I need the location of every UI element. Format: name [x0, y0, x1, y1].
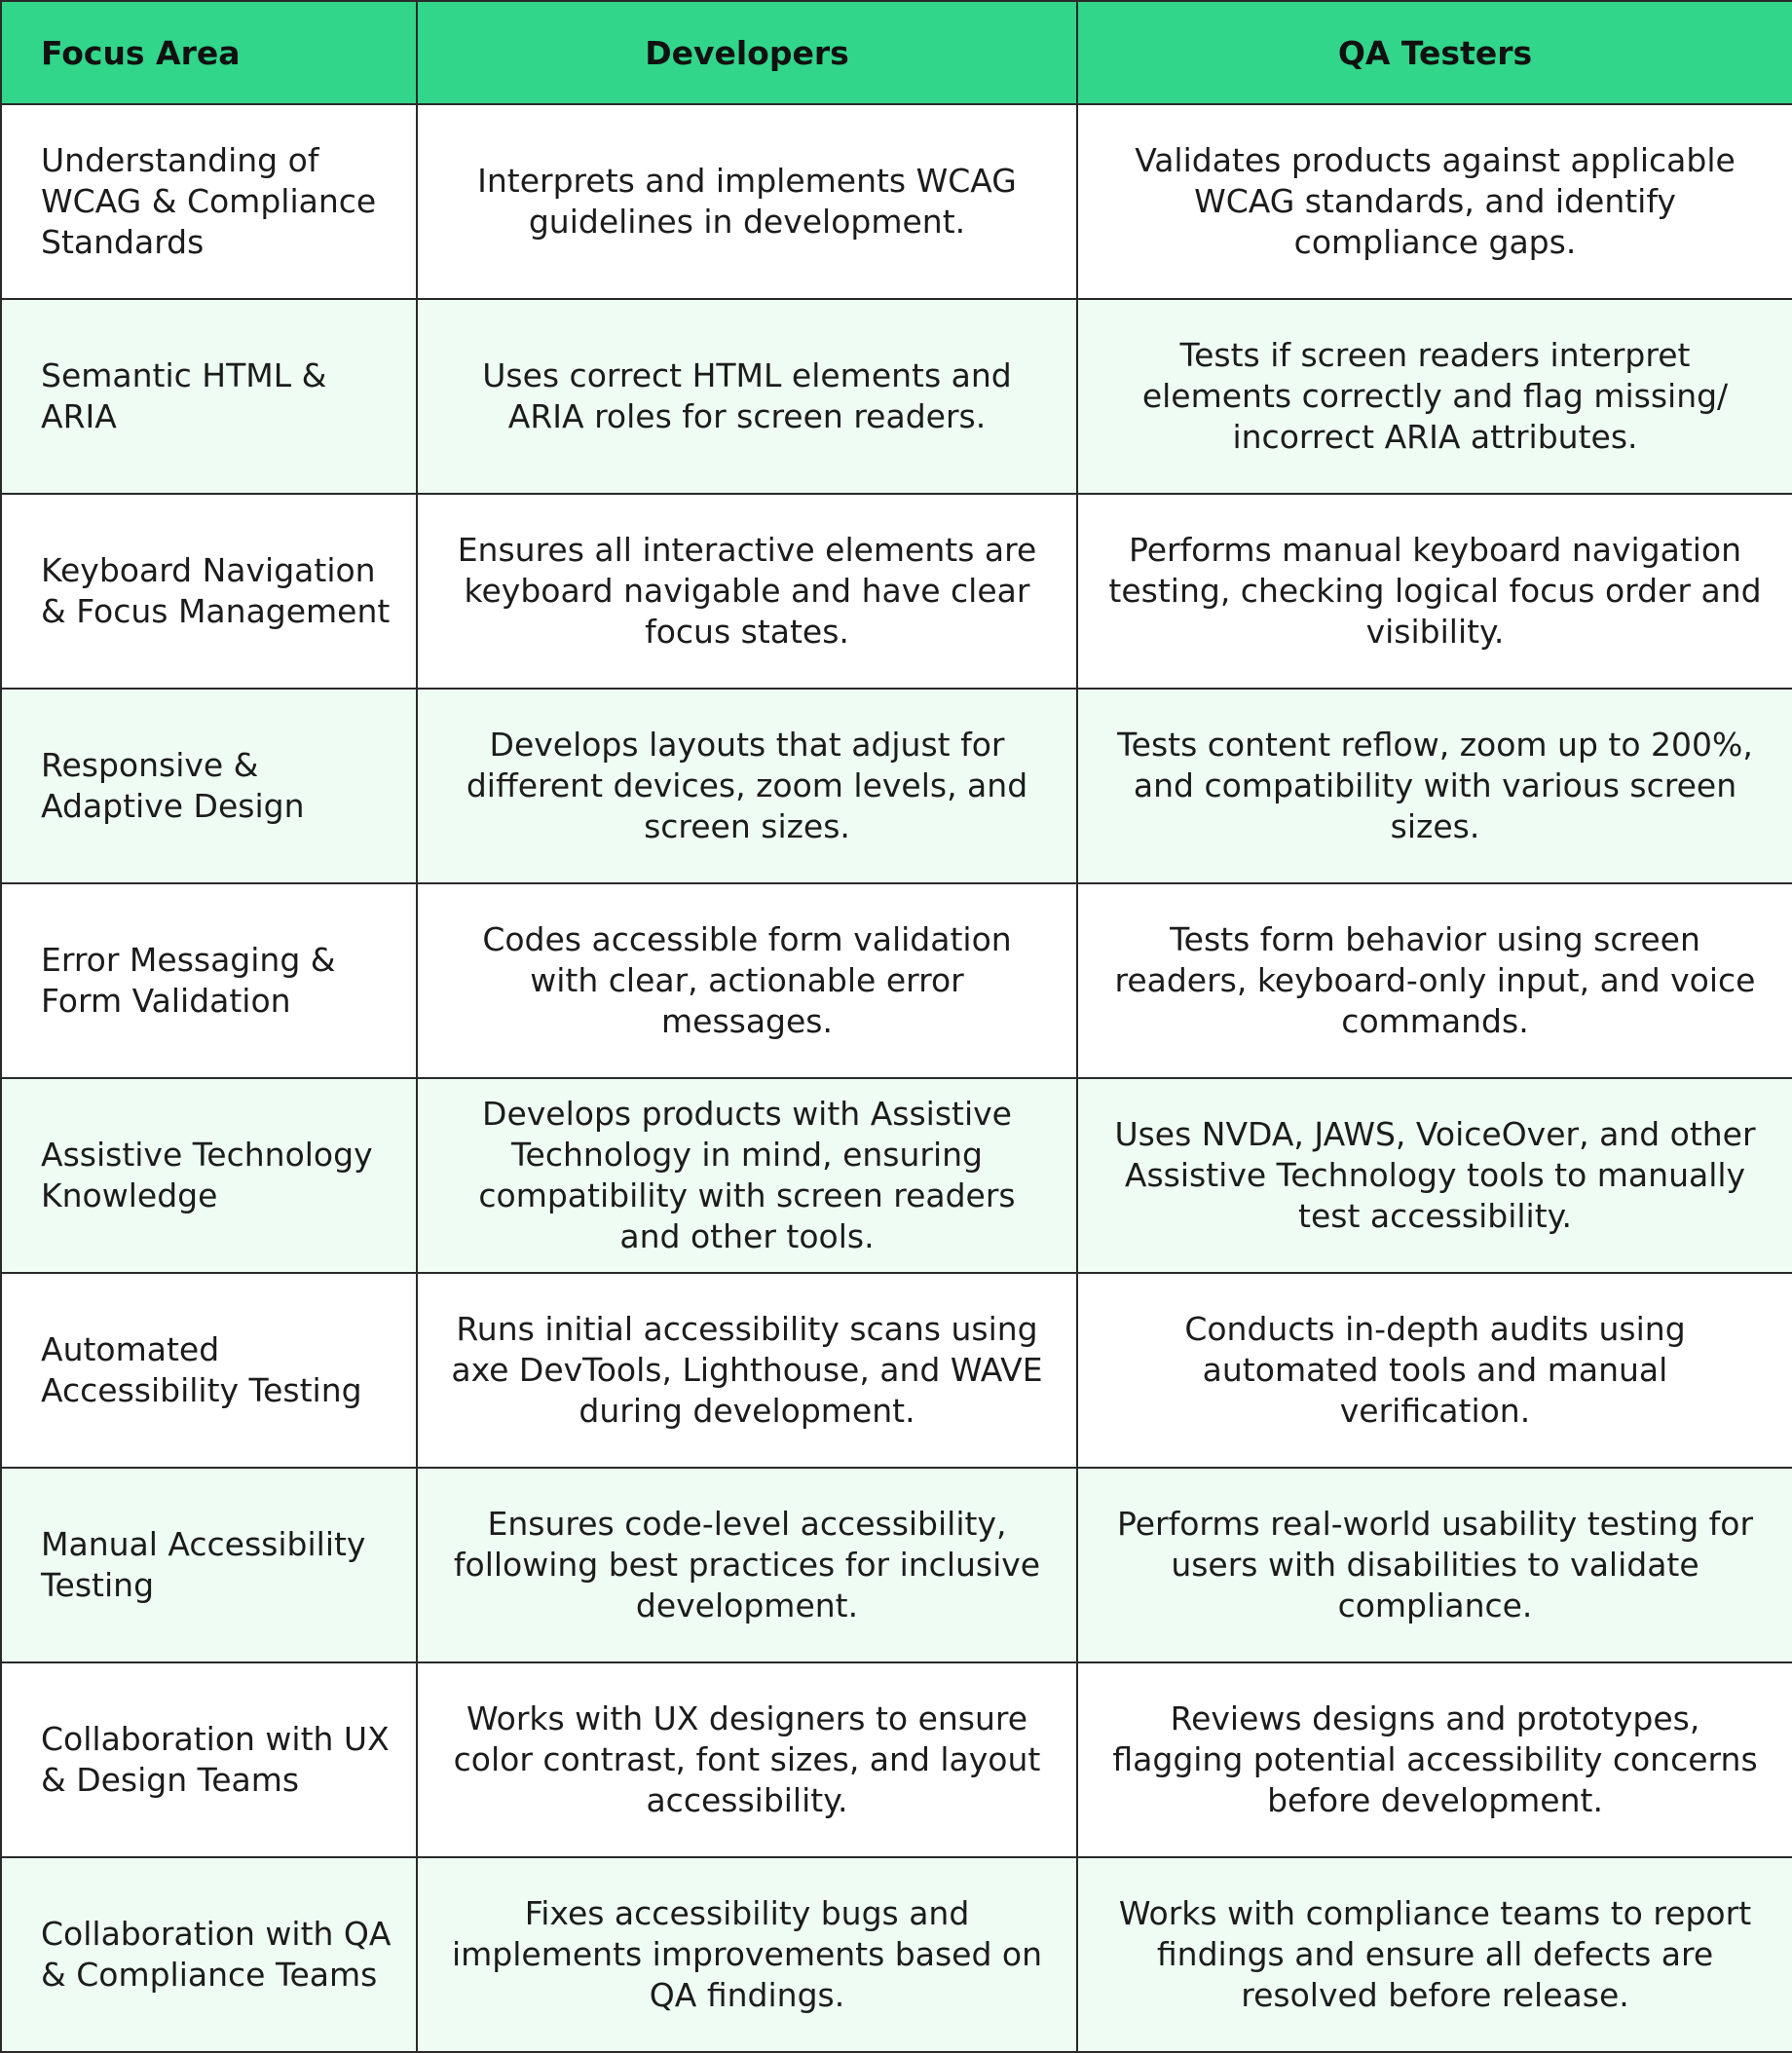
table-row — [1, 689, 1792, 883]
table-row — [1, 1662, 1792, 1857]
focus-area-cell: Automated Accessibility Testing — [1, 1273, 417, 1468]
developers-cell: Ensures code-level accessibility, following best practices for inclusive development. — [417, 1468, 1077, 1662]
focus-area-cell: Error Messaging & Form Validation — [1, 883, 417, 1078]
header-developers: Developers — [417, 1, 1077, 104]
table-row — [1, 883, 1792, 1078]
table-row — [1, 1078, 1792, 1273]
developers-cell: Develops products with Assistive Technology in mind, ensuring compatibility with screen readers and other tools. — [417, 1078, 1077, 1273]
qa-testers-cell: Performs manual keyboard navigation testing, checking logical focus order and visibility. — [1077, 494, 1792, 689]
developers-cell: Fixes accessibility bugs and implements improvements based on QA findings. — [417, 1857, 1077, 2052]
qa-testers-cell: Conducts in-depth audits using automated tools and manual verification. — [1077, 1273, 1792, 1468]
focus-area-cell: Understanding of WCAG & Compliance Standards — [1, 104, 417, 299]
focus-area-cell: Keyboard Navigation & Focus Management — [1, 494, 417, 689]
qa-testers-cell: Performs real-world usability testing for users with disabilities to validate compliance. — [1077, 1468, 1792, 1662]
table-row — [1, 299, 1792, 494]
focus-area-cell: Assistive Technology Knowledge — [1, 1078, 417, 1273]
qa-testers-cell: Works with compliance teams to report findings and ensure all defects are resolved before release. — [1077, 1857, 1792, 2052]
qa-testers-cell: Uses NVDA, JAWS, VoiceOver, and other Assistive Technology tools to manually test accessibility. — [1077, 1078, 1792, 1273]
header-focus-area: Focus Area — [1, 1, 417, 104]
developers-cell: Uses correct HTML elements and ARIA roles for screen readers. — [417, 299, 1077, 494]
table-row — [1, 1468, 1792, 1662]
qa-testers-cell: Validates products against applicable WCAG standards, and identify compliance gaps. — [1077, 104, 1792, 299]
header-qa-testers: QA Testers — [1077, 1, 1792, 104]
table-row — [1, 1857, 1792, 2052]
table-row — [1, 1273, 1792, 1468]
focus-area-cell: Collaboration with UX & Design Teams — [1, 1662, 417, 1857]
developers-cell: Ensures all interactive elements are keyboard navigable and have clear focus states. — [417, 494, 1077, 689]
qa-testers-cell: Reviews designs and prototypes, flagging potential accessibility concerns before development. — [1077, 1662, 1792, 1857]
developers-cell: Interprets and implements WCAG guidelines in development. — [417, 104, 1077, 299]
focus-area-cell: Responsive & Adaptive Design — [1, 689, 417, 883]
qa-testers-cell: Tests content reflow, zoom up to 200%, and compatibility with various screen sizes. — [1077, 689, 1792, 883]
developers-cell: Works with UX designers to ensure color contrast, font sizes, and layout accessibility. — [417, 1662, 1077, 1857]
qa-testers-cell: Tests form behavior using screen readers, keyboard-only input, and voice commands. — [1077, 883, 1792, 1078]
table-row — [1, 494, 1792, 689]
developers-cell: Develops layouts that adjust for different devices, zoom levels, and screen sizes. — [417, 689, 1077, 883]
qa-testers-cell: Tests if screen readers interpret elements correctly and flag missing/ incorrect ARIA attributes. — [1077, 299, 1792, 494]
developers-cell: Codes accessible form validation with clear, actionable error messages. — [417, 883, 1077, 1078]
developers-cell: Runs initial accessibility scans using axe DevTools, Lighthouse, and WAVE during development. — [417, 1273, 1077, 1468]
table-row — [1, 104, 1792, 299]
focus-area-cell: Collaboration with QA & Compliance Teams — [1, 1857, 417, 2052]
focus-area-cell: Semantic HTML & ARIA — [1, 299, 417, 494]
table-header-row — [1, 1, 1792, 104]
focus-area-cell: Manual Accessibility Testing — [1, 1468, 417, 1662]
